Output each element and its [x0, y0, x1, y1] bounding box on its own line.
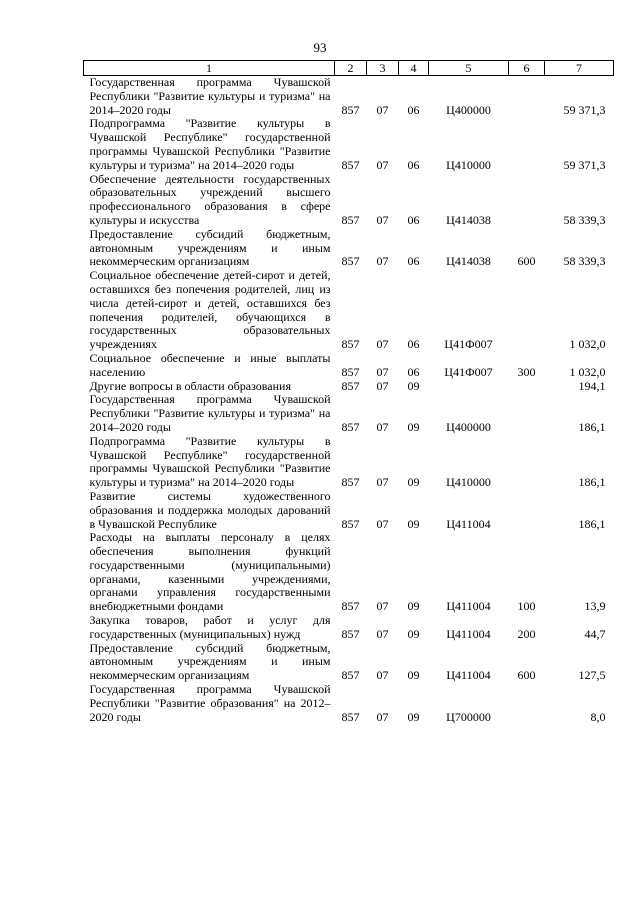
row-grbs-cell: 857: [341, 157, 360, 172]
row-grbs-cell: 857: [341, 378, 360, 393]
row-name-cell: Другие вопросы в области образования: [89, 378, 291, 393]
row-subsection-cell: 06: [407, 254, 420, 269]
row-amount-cell: 186,1: [578, 419, 606, 434]
column-header: 5: [429, 61, 509, 76]
row-grbs-cell: 857: [341, 102, 360, 117]
row-grbs-cell: 857: [341, 254, 360, 269]
table-row: [84, 393, 614, 434]
row-amount-cell: 59 371,3: [563, 102, 606, 117]
row-amount-cell: 58 339,3: [563, 212, 606, 227]
table-row: [84, 352, 614, 380]
row-subsection-cell: 06: [407, 337, 420, 352]
row-grbs-cell: 857: [341, 626, 360, 641]
row-section-cell: 07: [376, 475, 389, 490]
row-expense-type-cell: 300: [517, 364, 536, 379]
budget-table: [83, 60, 614, 724]
row-subsection-cell: 06: [407, 157, 420, 172]
row-name-cell: Предоставление субсидий бюджетным, автономным учреждениям и иным некоммерческим организациям: [89, 226, 331, 269]
header-row: [84, 61, 614, 76]
column-header: 1: [84, 61, 335, 76]
row-grbs-cell: 857: [341, 364, 360, 379]
row-target-article-cell: Ц411004: [446, 599, 491, 614]
row-expense-type-cell: [509, 393, 545, 434]
row-name-cell: Государственная программа Чувашской Республики "Развитие культуры и туризма" на 2014–2020 годы: [89, 392, 331, 434]
row-amount-cell: 44,7: [584, 626, 606, 641]
column-header: 7: [545, 61, 614, 76]
row-amount-cell: 186,1: [578, 516, 606, 531]
row-target-article-cell: Ц411004: [446, 516, 491, 531]
row-grbs-cell: 857: [341, 475, 360, 490]
row-grbs-cell: 857: [341, 337, 360, 352]
row-subsection-cell: 09: [407, 378, 420, 393]
row-target-article-cell: Ц41Ф007: [444, 364, 493, 379]
row-amount-cell: 1 032,0: [569, 337, 606, 352]
row-amount-cell: 194,1: [578, 378, 606, 393]
row-expense-type-cell: [509, 490, 545, 531]
row-section-cell: 07: [376, 254, 389, 269]
table-row: [84, 76, 614, 118]
row-grbs-cell: 857: [341, 599, 360, 614]
row-expense-type-cell: [509, 173, 545, 228]
row-amount-cell: 127,5: [578, 668, 606, 683]
row-amount-cell: 1 032,0: [569, 364, 606, 379]
row-name-cell: Подпрограмма "Развитие культуры в Чувашской Республике" государственной программы Чувашской Республики "Развитие культуры и туризма" на 2014–2020 годы: [89, 116, 331, 172]
row-section-cell: 07: [376, 102, 389, 117]
row-name-cell: Социальное обеспечение детей-сирот и детей, оставшихся без попечения родителей, лиц из числа детей-сирот и детей, оставшихся без попечения родителей, обучающихся в государственных образовательных учреждениях: [89, 268, 331, 352]
table-row: [84, 380, 614, 394]
row-target-article-cell: Ц400000: [446, 102, 491, 117]
column-header: 2: [335, 61, 367, 76]
row-name-cell: Подпрограмма "Развитие культуры в Чувашской Республике" государственной программы Чувашской Республики "Развитие культуры и туризма" на 2014–2020 годы: [89, 433, 331, 490]
row-section-cell: 07: [376, 364, 389, 379]
row-section-cell: 07: [376, 668, 389, 683]
row-name-cell: Расходы на выплаты персоналу в целях обеспечения выполнения функций государственными (муниципальными) органами, казенными учреждениями, органами управления государственными внебюджетными фондами: [89, 530, 331, 614]
column-header: 6: [509, 61, 545, 76]
row-section-cell: 07: [376, 709, 389, 724]
row-section-cell: 07: [376, 626, 389, 641]
row-name-cell: Государственная программа Чувашской Республики "Развитие образования" на 2012–2020 годы: [89, 682, 331, 724]
row-target-article-cell: Ц41Ф007: [444, 337, 493, 352]
row-target-article-cell: Ц410000: [446, 475, 491, 490]
column-header: 3: [367, 61, 399, 76]
row-expense-type-cell: [509, 380, 545, 394]
row-name-cell: Закупка товаров, работ и услуг для государственных (муниципальных) нужд: [89, 613, 331, 641]
table-row: [84, 614, 614, 642]
table-row: [84, 228, 614, 269]
row-target-article-cell: Ц414038: [446, 254, 491, 269]
row-section-cell: 07: [376, 419, 389, 434]
row-expense-type-cell: [509, 76, 545, 118]
row-grbs-cell: 857: [341, 709, 360, 724]
row-subsection-cell: 09: [407, 626, 420, 641]
row-subsection-cell: 09: [407, 599, 420, 614]
row-expense-type-cell: 600: [517, 254, 536, 269]
row-section-cell: 07: [376, 378, 389, 393]
table-row: [84, 435, 614, 490]
row-grbs-cell: 857: [341, 212, 360, 227]
table-header: [84, 61, 614, 76]
row-amount-cell: 58 339,3: [563, 254, 606, 269]
row-target-article-cell: Ц400000: [446, 419, 491, 434]
table-row: [84, 117, 614, 172]
row-name-cell: Развитие системы художественного образования и поддержка молодых дарований в Чувашской Республике: [89, 488, 331, 531]
row-expense-type-cell: 100: [517, 599, 536, 614]
row-subsection-cell: 06: [407, 364, 420, 379]
row-section-cell: 07: [376, 157, 389, 172]
row-expense-type-cell: 200: [517, 626, 536, 641]
row-section-cell: 07: [376, 212, 389, 227]
row-target-article-cell: [429, 380, 509, 394]
row-subsection-cell: 09: [407, 475, 420, 490]
row-subsection-cell: 09: [407, 709, 420, 724]
row-expense-type-cell: [509, 435, 545, 490]
row-target-article-cell: Ц700000: [446, 709, 491, 724]
row-amount-cell: 186,1: [578, 475, 606, 490]
table-row: [84, 490, 614, 531]
row-name-cell: Социальное обеспечение и иные выплаты населению: [89, 350, 331, 379]
row-section-cell: 07: [376, 516, 389, 531]
row-target-article-cell: Ц411004: [446, 668, 491, 683]
column-header: 4: [399, 61, 429, 76]
table-body: [84, 76, 614, 725]
row-grbs-cell: 857: [341, 419, 360, 434]
row-target-article-cell: Ц411004: [446, 626, 491, 641]
row-target-article-cell: Ц414038: [446, 212, 491, 227]
table-row: [84, 642, 614, 683]
table-row: [84, 531, 614, 614]
row-subsection-cell: 09: [407, 419, 420, 434]
row-expense-type-cell: [509, 683, 545, 724]
row-section-cell: 07: [376, 599, 389, 614]
table-row: [84, 683, 614, 724]
row-expense-type-cell: [509, 117, 545, 172]
row-amount-cell: 8,0: [590, 709, 606, 724]
row-subsection-cell: 09: [407, 668, 420, 683]
row-subsection-cell: 06: [407, 212, 420, 227]
row-grbs-cell: 857: [341, 516, 360, 531]
row-grbs-cell: 857: [341, 668, 360, 683]
row-section-cell: 07: [376, 337, 389, 352]
row-expense-type-cell: 600: [517, 668, 536, 683]
row-subsection-cell: 09: [407, 516, 420, 531]
row-expense-type-cell: [509, 269, 545, 352]
table-row: [84, 269, 614, 352]
row-name-cell: Обеспечение деятельности государственных образовательных учреждений высшего профессионального образования в сфере культуры и искусства: [89, 171, 331, 227]
row-target-article-cell: Ц410000: [446, 157, 491, 172]
table-row: [84, 173, 614, 228]
row-subsection-cell: 06: [407, 102, 420, 117]
page-number: 93: [313, 40, 327, 55]
row-amount-cell: 13,9: [584, 599, 606, 614]
row-amount-cell: 59 371,3: [563, 157, 606, 172]
row-name-cell: Предоставление субсидий бюджетным, автономным учреждениям и иным некоммерческим организациям: [89, 640, 331, 683]
row-name-cell: Государственная программа Чувашской Республики "Развитие культуры и туризма" на 2014–2020 годы: [89, 75, 331, 117]
